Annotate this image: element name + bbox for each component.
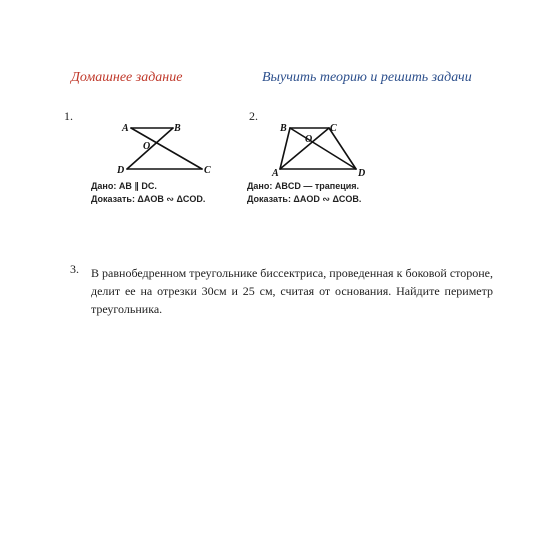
task-instruction: Выучить теорию и решить задачи — [262, 70, 472, 85]
problem-3-text: В равнобедренном треугольнике биссектриса, проведенная к боковой стороне, делит ее на отрезки 30см и 25 см, считая от основания. Найдите периметр треугольника. — [91, 266, 493, 316]
label-c: C — [330, 123, 337, 134]
label-a: A — [122, 123, 129, 134]
label-b: B — [280, 123, 287, 134]
problem-2-number: 2. — [249, 109, 258, 123]
label-d: D — [117, 165, 125, 176]
problem-2-prove: Доказать: ΔAOD ∾ ΔCOB. — [247, 194, 362, 204]
label-d: D — [358, 168, 366, 179]
problem-2-figure — [268, 118, 378, 180]
label-o: O — [143, 141, 151, 152]
label-a: A — [272, 168, 279, 179]
problem-1-conditions — [91, 180, 205, 206]
label-c: C — [204, 165, 211, 176]
label-o: O — [305, 134, 313, 145]
problem-2-conditions — [247, 180, 361, 206]
problem-1-prove: Доказать: ΔAOB ∾ ΔCOD. — [91, 194, 206, 204]
problem-1-given: Дано: AB ∥ DC. — [91, 181, 157, 191]
homework-title: Домашнее задание — [71, 70, 183, 85]
problem-1-figure — [110, 118, 220, 180]
label-b: B — [174, 123, 181, 134]
problem-2-given: Дано: ABCD — трапеция. — [247, 181, 360, 191]
problem-3-number: 3. — [70, 262, 79, 276]
problem-1-number: 1. — [64, 109, 73, 123]
